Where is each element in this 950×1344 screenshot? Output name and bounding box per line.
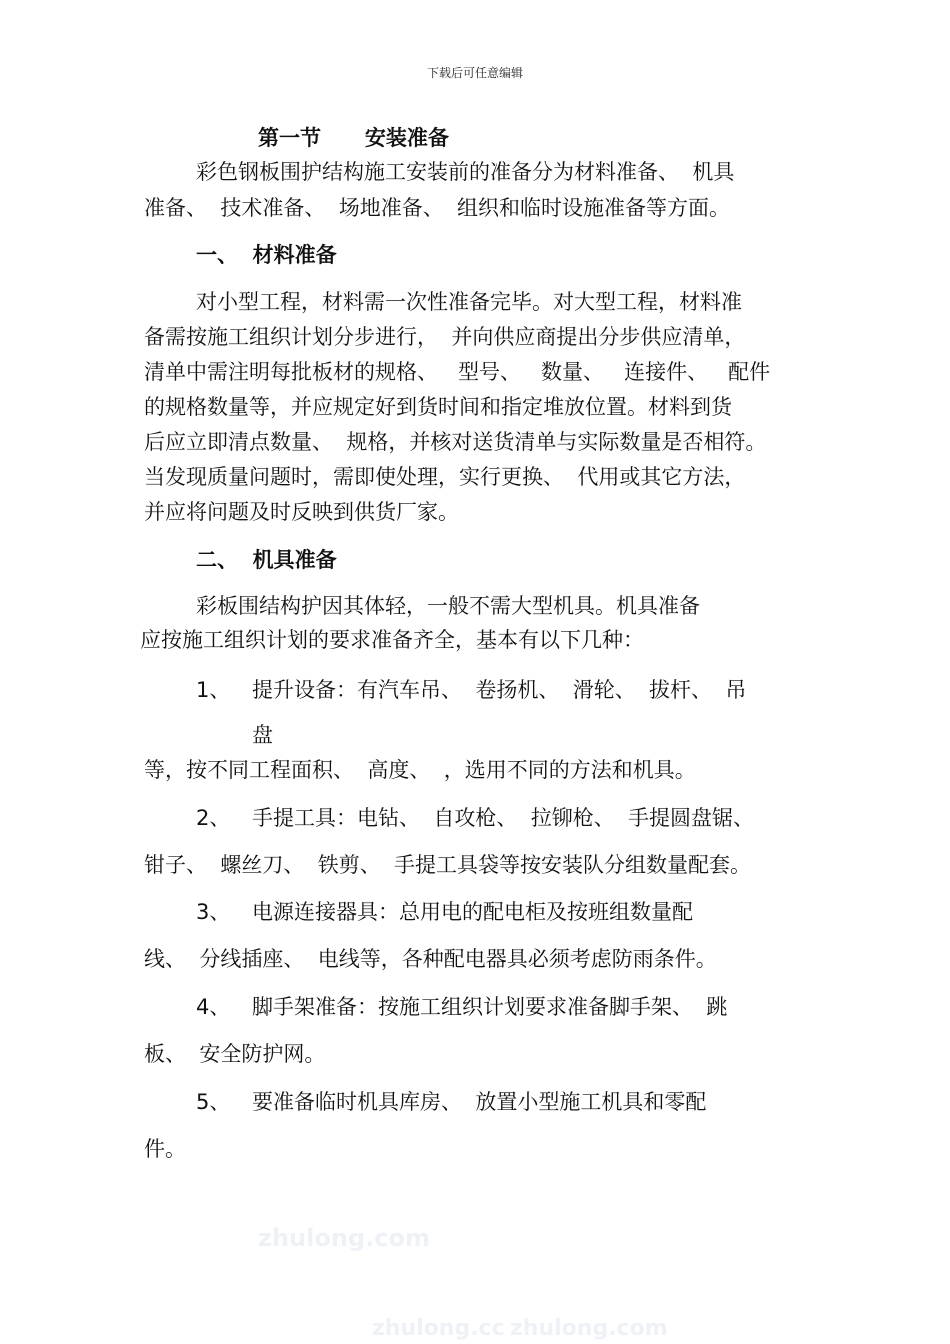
item-line: 件。	[144, 1137, 186, 1161]
part1-line: 后应立即清点数量、 规格，并核对送货清单与实际数量是否相符。	[144, 430, 767, 454]
item-line: 板、 安全防护网。	[144, 1042, 326, 1066]
part1-line: 备需按施工组织计划分步进行， 并向供应商提出分步供应清单，	[144, 325, 746, 349]
item-number: 4、	[196, 995, 231, 1019]
watermark: zhulong.com	[510, 1316, 668, 1341]
item-number: 5、	[196, 1090, 231, 1114]
item-line: 电源连接器具：总用电的配电柜及按班组数量配	[252, 900, 693, 924]
part2-heading: 二、 机具准备	[196, 548, 337, 572]
item-number: 3、	[196, 900, 231, 924]
watermark: zhulong.com	[258, 1224, 430, 1252]
item-line: 线、 分线插座、 电线等，各种配电器具必须考虑防雨条件。	[144, 947, 717, 971]
part1-line: 的规格数量等，并应规定好到货时间和指定堆放位置。材料到货	[144, 395, 732, 419]
intro-line: 彩色钢板围护结构施工安装前的准备分为材料准备、 机具	[196, 160, 735, 184]
item-line: 脚手架准备：按施工组织计划要求准备脚手架、 跳	[252, 995, 728, 1019]
item-line: 等，按不同工程面积、 高度、 ，选用不同的方法和机具。	[144, 758, 696, 782]
page-header: 下载后可任意编辑	[426, 66, 523, 80]
item-line: 提升设备：有汽车吊、 卷扬机、 滑轮、 拔杆、 吊	[252, 678, 747, 702]
part1-line: 清单中需注明每批板材的规格、 型号、 数量、 连接件、 配件	[144, 360, 771, 384]
part2-intro-line: 应按施工组织计划的要求准备齐全，基本有以下几种：	[140, 628, 644, 652]
item-line: 盘	[252, 723, 273, 747]
part1-heading: 一、 材料准备	[196, 243, 337, 267]
item-line: 要准备临时机具库房、 放置小型施工机具和零配	[252, 1090, 707, 1114]
section-title: 第一节 安装准备	[258, 126, 449, 150]
part1-line: 对小型工程，材料需一次性准备完毕。对大型工程，材料准	[196, 290, 742, 314]
part1-line: 当发现质量问题时，需即使处理，实行更换、 代用或其它方法，	[144, 465, 746, 489]
item-line: 手提工具：电钻、 自攻枪、 拉铆枪、 手提圆盘锯、	[252, 806, 755, 830]
item-number: 1、	[196, 678, 231, 702]
intro-line: 准备、 技术准备、 场地准备、 组织和临时设施准备等方面。	[144, 196, 731, 220]
part2-intro-line: 彩板围结构护因其体轻，一般不需大型机具。机具准备	[196, 594, 700, 618]
watermark: zhulong.cc	[372, 1316, 505, 1341]
part1-line: 并应将问题及时反映到供货厂家。	[144, 500, 459, 524]
item-line: 钳子、 螺丝刀、 铁剪、 手提工具袋等按安装队分组数量配套。	[144, 853, 752, 877]
item-number: 2、	[196, 806, 231, 830]
